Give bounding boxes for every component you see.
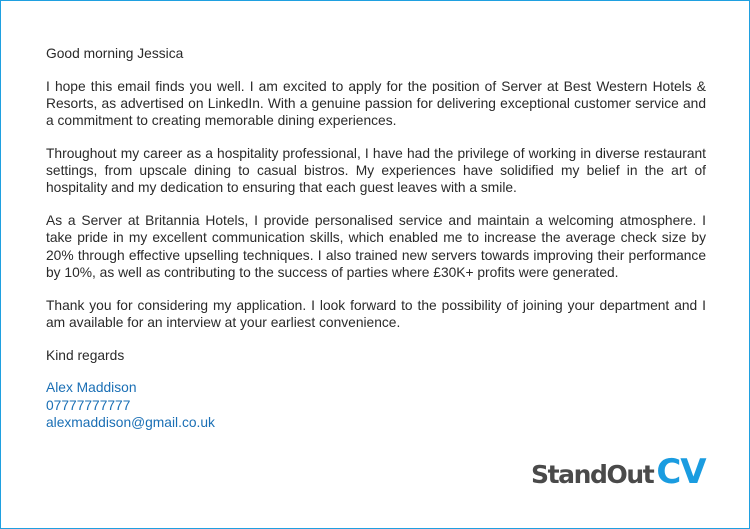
- signature-email: alexmaddison@gmail.co.uk: [46, 414, 215, 430]
- paragraph-experience: As a Server at Britannia Hotels, I provide personalised service and maintain a welcoming atmosphere. I take pride in my excellent communication skills, which enabled me to increase the average check size by 20% through effective upselling techniques. I also trained new servers towards improving their performance by 10%, as well as contributing to the success of parties where £30K+ profits were generated.: [46, 213, 706, 280]
- signature-phone: 07777777777: [46, 397, 131, 413]
- closing: Kind regards: [46, 347, 125, 363]
- logo-cv-mark: CV: [656, 452, 706, 492]
- paragraph-thanks: Thank you for considering my application. I look forward to the possibility of joining your department and I am available for an interview at your earliest convenience.: [46, 297, 706, 330]
- logo-wordmark: StandOut: [531, 460, 654, 489]
- paragraph-career: Throughout my career as a hospitality professional, I have had the privilege of working in diverse restaurant settings, from upscale dining to casual bistros. My experiences have solidified my belief in the art of hospitality and my dedication to ensuring that each guest leaves with a smile.: [46, 146, 706, 196]
- signature-name: Alex Maddison: [46, 380, 137, 396]
- standout-cv-logo: [531, 450, 706, 501]
- cover-letter: [46, 45, 706, 431]
- paragraph-intro: I hope this email finds you well. I am excited to apply for the position of Server at Best Western Hotels & Resorts, as advertised on LinkedIn. With a genuine passion for delivering exceptional customer service and a commitment to creating memorable dining experiences.: [46, 78, 706, 129]
- signature-block: [46, 379, 706, 431]
- greeting: Good morning Jessica: [46, 46, 184, 61]
